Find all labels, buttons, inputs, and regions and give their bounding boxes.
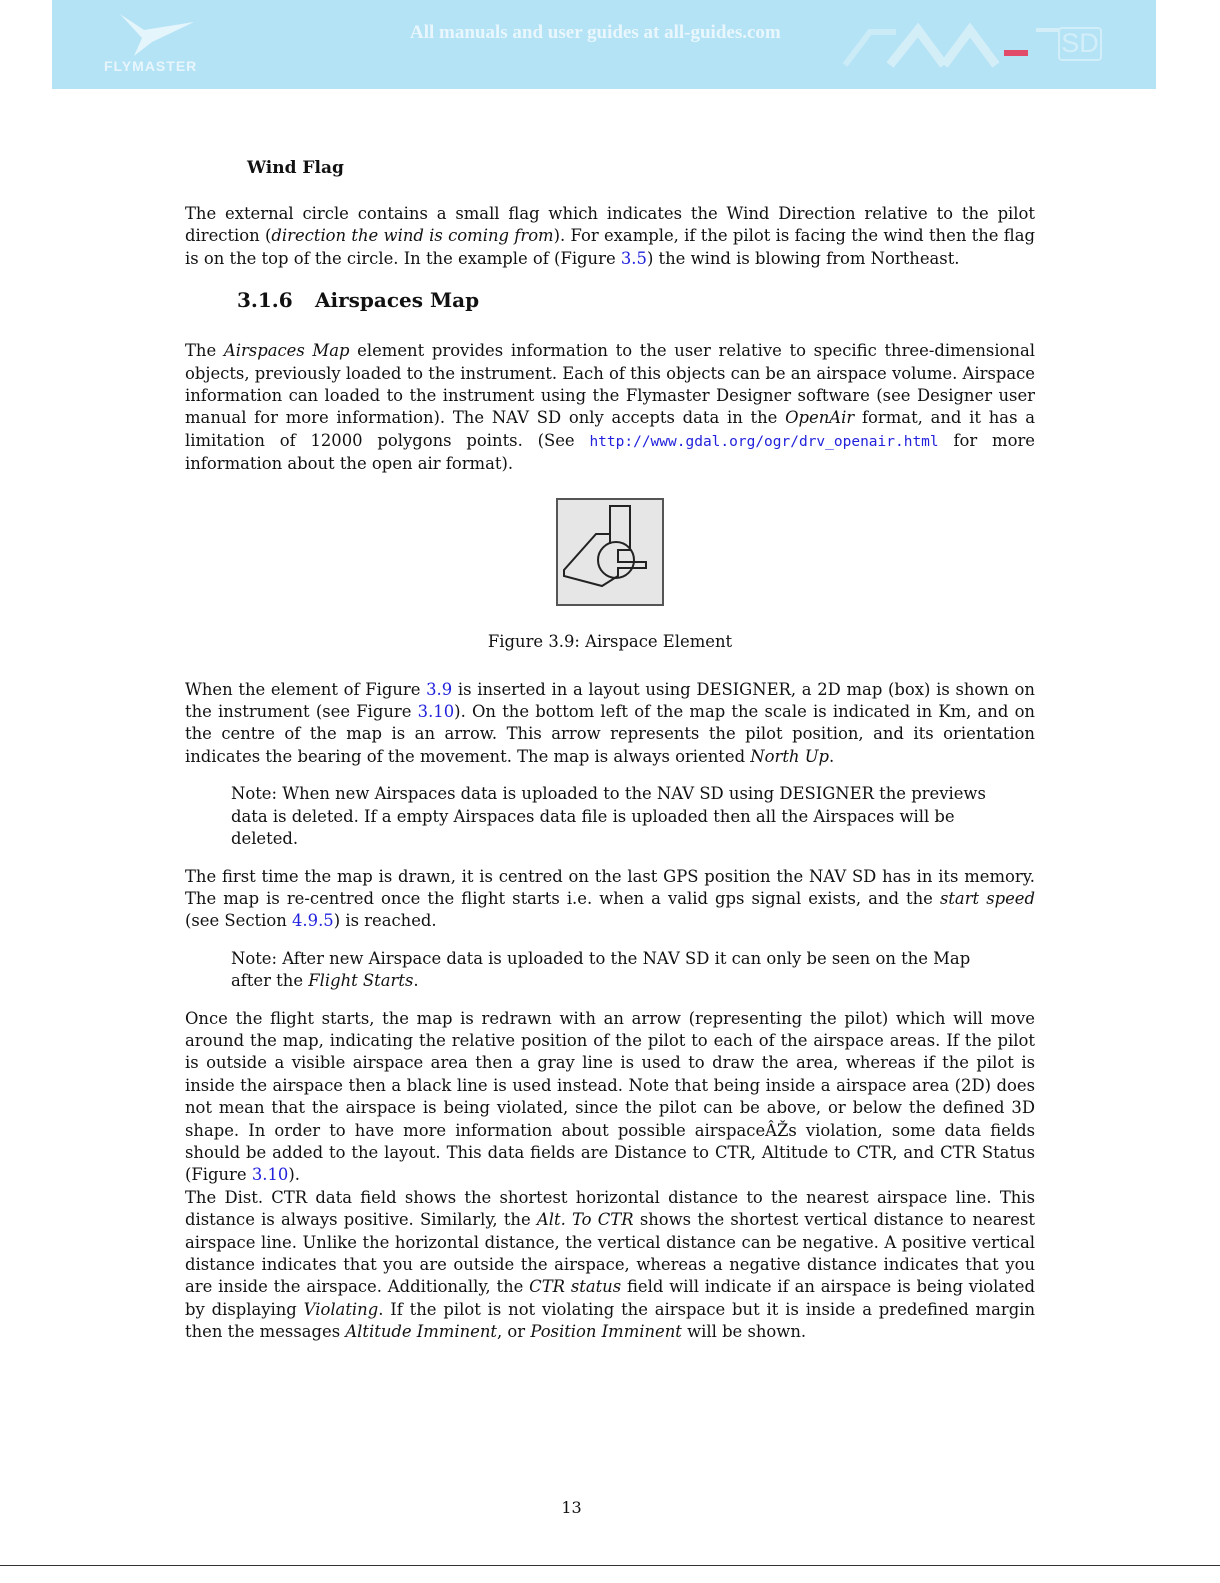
nav-product-logo <box>840 20 1060 70</box>
airspace-shape-icon <box>558 500 662 604</box>
flymaster-wing-logo <box>112 12 202 58</box>
section-title: Airspaces Map <box>315 288 480 313</box>
airspace-element-icon <box>556 498 664 606</box>
intro-paragraph: The Airspaces Map element provides information to the user relative to specific three-dimensional objects, previously loaded to the instrument. Each of this objects can be an airspace volume. Airspace information can loaded to the instrument using the Flymaster Designer software (see Designer user manual for more information). The NAV SD only accepts data in the OpenAir format, and it has a limitation of 12000 polygons points. (See http://www.gdal.org/ogr/drv_openair.html for more information about the open air format). <box>185 341 1036 474</box>
section-ref-link[interactable]: 4.9.5 <box>292 911 334 931</box>
page-number: 13 <box>561 1498 582 1517</box>
banner-watermark-link[interactable]: All manuals and user guides at all-guides.com <box>410 22 781 43</box>
figure-ref-link[interactable]: 3.10 <box>251 1165 289 1185</box>
map-insert-paragraph: When the element of Figure 3.9 is inserted in a layout using DESIGNER, a 2D map (box) is shown on the instrument (see Figure 3.10). On the bottom left of the map the scale is indicated in Km, and on the centre of the map is an arrow. This arrow represents the pilot position, and its orientation indicates the bearing of the movement. The map is always oriented North Up. <box>185 679 1035 766</box>
brand-name: FLYMASTER <box>104 58 198 74</box>
figure-ref-link[interactable]: 3.10 <box>417 702 455 722</box>
figure-ref-link[interactable]: 3.5 <box>620 248 647 268</box>
note-flight-starts: Note: After new Airspace data is uploaded to the NAV SD it can only be seen on the Map after the Flight Starts. <box>231 948 971 991</box>
bottom-divider <box>0 1565 1220 1566</box>
openair-url-link[interactable]: http://www.gdal.org/ogr/drv_openair.html <box>589 433 939 450</box>
figure-caption: Figure 3.9: Airspace Element <box>487 631 733 651</box>
flight-start-paragraph: Once the flight starts, the map is redrawn with an arrow (representing the pilot) which will move around the map, indicating the relative position of the pilot to each of the airspace areas. If the pilot is outside a visible airspace area then a gray line is used to draw the area, whereas if the pilot is inside the airspace then a black line is used instead. Note that being inside a airspace area (2D) does not mean that the airspace is being violated, since the pilot can be above, or below the defined 3D shape. In order to have more information about possible airspaceÂŽs violation, some data fields should be added to the layout. This data fields are Distance to CTR, Altitude to CTR, and CTR Status (Figure 3.10). <box>185 1008 1035 1185</box>
page-content <box>185 150 1035 1344</box>
note-upload-deletion: Note: When new Airspaces data is uploaded to the NAV SD using DESIGNER the previews data is deleted. If a empty Airspaces data file is uploaded then all the Airspaces will be deleted. <box>231 784 986 849</box>
first-time-paragraph: The first time the map is drawn, it is centred on the last GPS position the NAV SD has in its memory. The map is re-centred once the flight starts i.e. when a valid gps signal exists, and the start speed (see Section 4.9.5) is reached. <box>185 866 1035 931</box>
header-banner <box>52 0 1156 89</box>
wind-flag-paragraph: The external circle contains a small flag which indicates the Wind Direction relative to the pilot direction (direction the wind is coming from). For example, if the pilot is facing the wind then the flag is on the top of the circle. In the example of (Figure 3.5) the wind is blowing from Northeast. <box>185 204 1036 268</box>
figure-airspace-element <box>185 498 1035 651</box>
section-heading <box>237 288 1035 312</box>
section-number: 3.1.6 <box>237 288 293 313</box>
sd-badge: SD <box>1058 27 1102 61</box>
dist-ctr-paragraph: The Dist. CTR data field shows the shortest horizontal distance to the nearest airspace line. This distance is always positive. Similarly, the Alt. To CTR shows the shortest vertical distance to nearest airspace line. Unlike the horizontal distance, the vertical distance can be negative. A positive vertical distance indicates that you are outside the airspace, whereas a negative distance indicates that you are inside the airspace. Additionally, the CTR status field will indicate if an airspace is being violated by displaying Violating. If the pilot is not violating the airspace but it is inside a predefined margin then the messages Altitude Imminent, or Position Imminent will be shown. <box>185 1187 1036 1342</box>
wind-flag-heading: Wind Flag <box>247 158 344 178</box>
figure-ref-link[interactable]: 3.9 <box>426 679 453 699</box>
